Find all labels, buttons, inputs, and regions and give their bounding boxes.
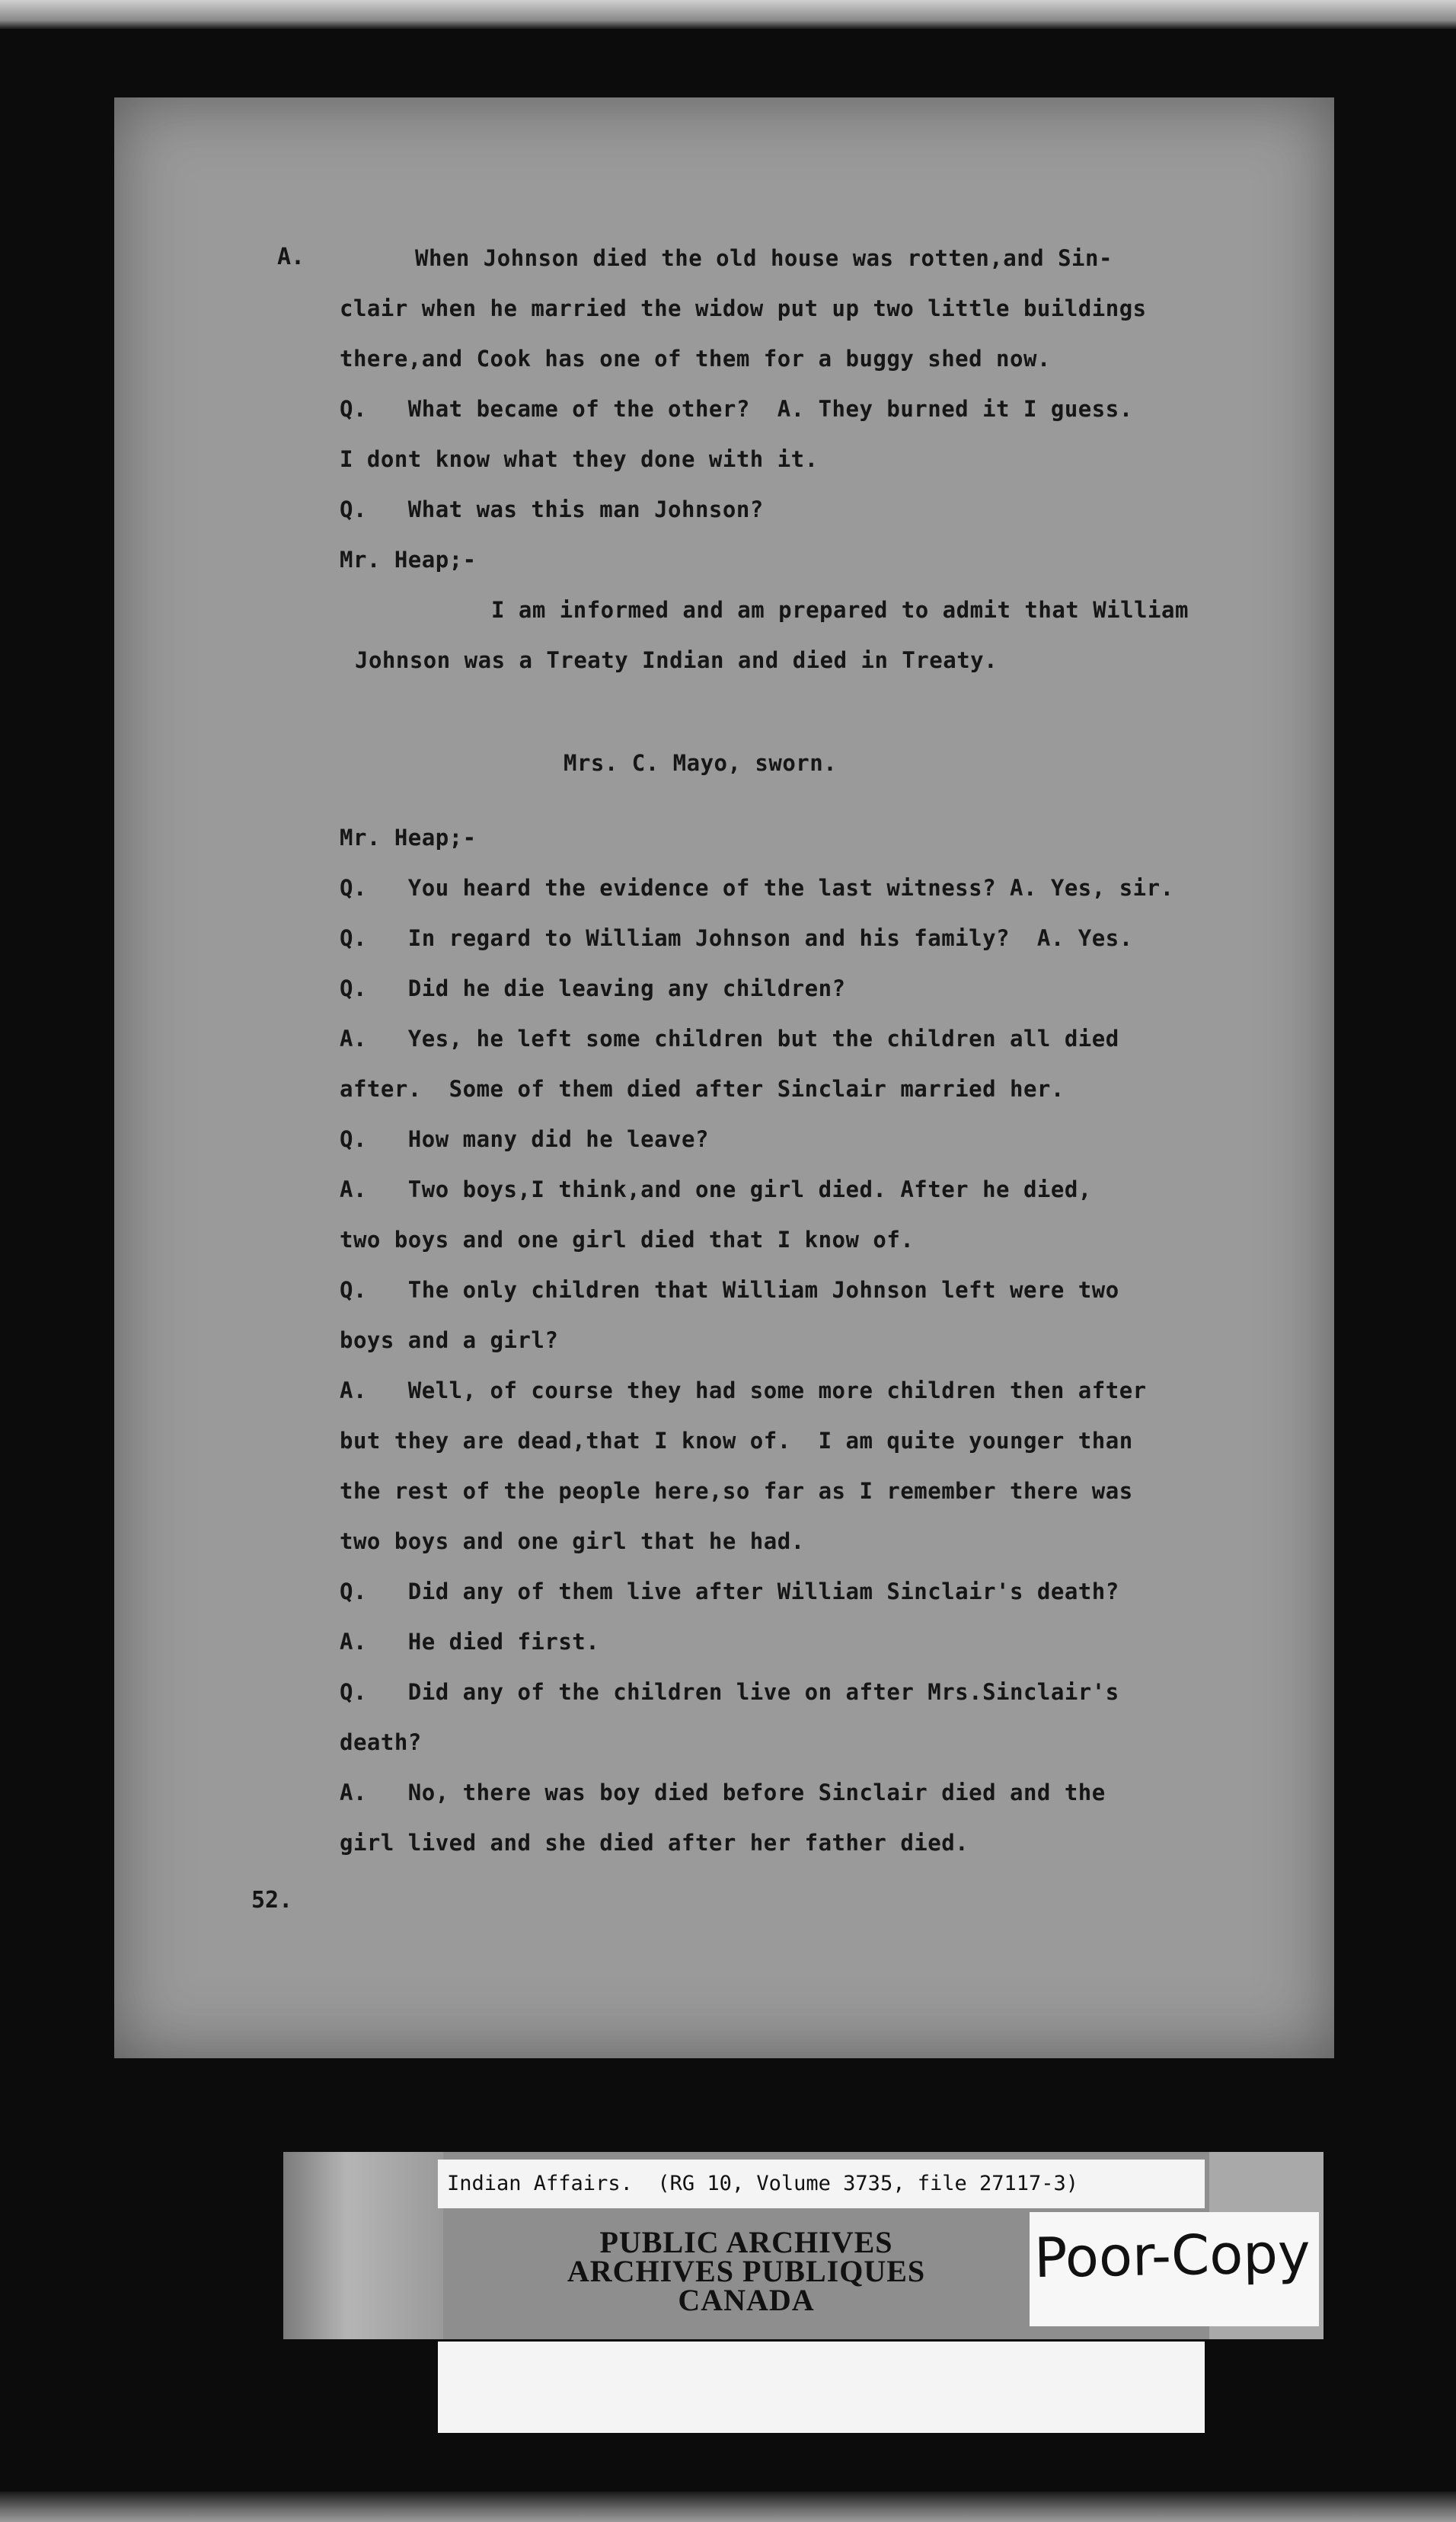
text-line: after. Some of them died after Sinclair married her.	[340, 1076, 1065, 1102]
blank-label-slip	[438, 2342, 1205, 2433]
scan-bottom-edge	[0, 2492, 1456, 2522]
text-line: A. He died first.	[340, 1629, 600, 1655]
text-line: two boys and one girl died that I know of.	[340, 1227, 915, 1253]
text-line: boys and a girl?	[340, 1327, 559, 1353]
text-line: clair when he married the widow put up two little buildings	[340, 295, 1147, 321]
text-line: A. No, there was boy died before Sinclair died and the	[340, 1780, 1106, 1805]
public-archives-stamp	[487, 2225, 1005, 2335]
text-line: death?	[340, 1729, 422, 1755]
citation-strip: Indian Affairs. (RG 10, Volume 3735, file 27117-3)	[438, 2160, 1205, 2208]
text-line: the rest of the people here,so far as I remember there was	[340, 1478, 1133, 1504]
stamp-line-french: ARCHIVES PUBLIQUES	[567, 2254, 926, 2288]
text-line: two boys and one girl that he had.	[340, 1528, 805, 1554]
text-line: A. Well, of course they had some more children then after	[340, 1378, 1147, 1403]
text-line: A. Two boys,I think,and one girl died. After he died,	[340, 1176, 1092, 1202]
stamp-line-english: PUBLIC ARCHIVES	[599, 2225, 893, 2259]
stamp-line-country: CANADA	[678, 2283, 815, 2317]
text-line: Q. What became of the other? A. They burned it I guess.	[340, 396, 1133, 422]
text-line: there,and Cook has one of them for a buggy shed now.	[340, 346, 1051, 372]
page-number: 52.	[251, 1887, 293, 1914]
text-line: Q. In regard to William Johnson and his family? A. Yes.	[340, 925, 1133, 951]
archive-label-left-flap	[283, 2152, 443, 2339]
text-line: Q. Did any of the children live on after Mrs.Sinclair's	[340, 1679, 1119, 1705]
speaker-label: Mr. Heap;-	[340, 547, 477, 573]
text-line: A. Yes, he left some children but the children all died	[340, 1026, 1119, 1052]
text-line: girl lived and she died after her father died.	[340, 1830, 969, 1856]
scan-top-edge	[0, 0, 1456, 29]
text-line: Q. You heard the evidence of the last witness? A. Yes, sir.	[340, 875, 1174, 901]
text-line: Q. Did he die leaving any children?	[340, 975, 846, 1001]
text-line: Q. The only children that William Johnson left were two	[340, 1277, 1119, 1303]
text-line: Q. What was this man Johnson?	[340, 496, 764, 522]
text-line: When Johnson died the old house was rotten,and Sin-	[415, 245, 1113, 271]
poor-copy-handwriting: Poor-Copy	[1033, 2220, 1311, 2291]
text-line: I dont know what they done with it.	[340, 446, 819, 472]
witness-heading: Mrs. C. Mayo, sworn.	[564, 750, 838, 776]
text-line: Q. Did any of them live after William Sinclair's death?	[340, 1579, 1119, 1604]
margin-answer-marker: A.	[277, 244, 305, 270]
text-line: I am informed and am prepared to admit that William	[491, 597, 1189, 623]
text-line: Q. How many did he leave?	[340, 1126, 709, 1152]
text-line: but they are dead,that I know of. I am quite younger than	[340, 1428, 1133, 1454]
text-line: Johnson was a Treaty Indian and died in Treaty.	[355, 647, 998, 673]
speaker-label: Mr. Heap;-	[340, 825, 477, 851]
